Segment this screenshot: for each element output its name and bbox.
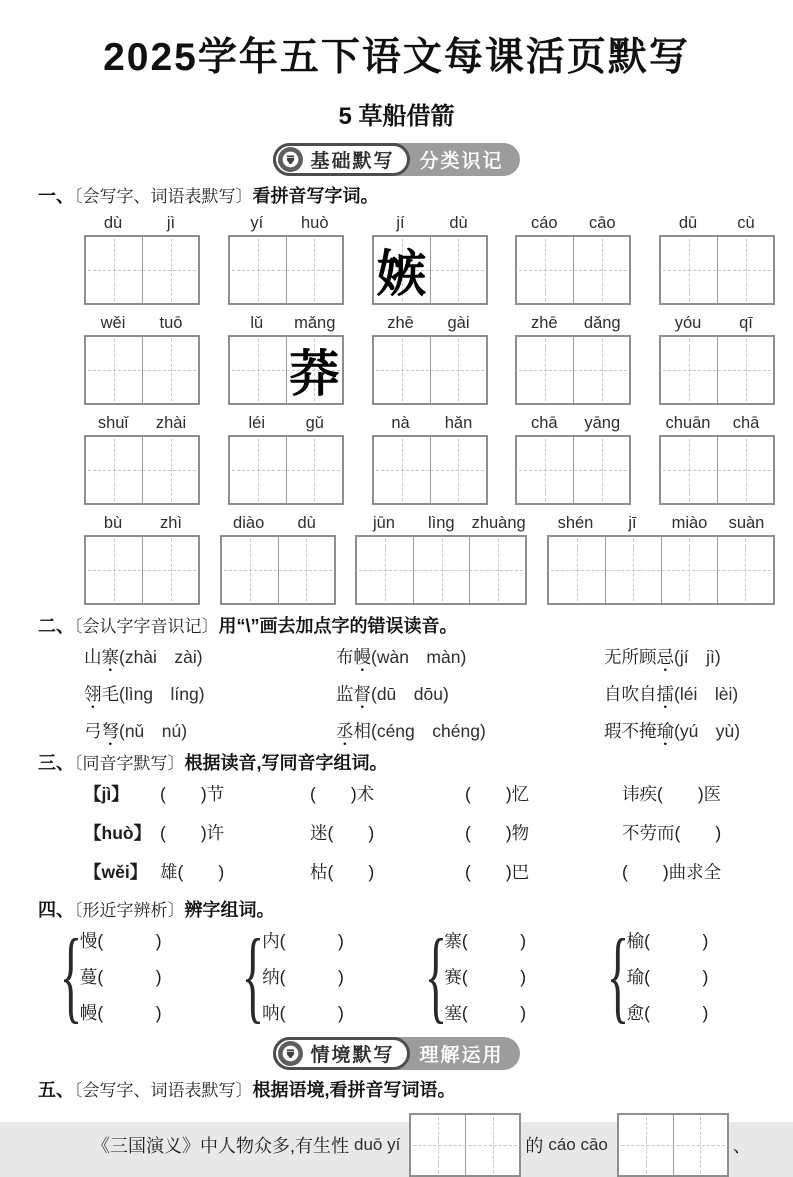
pinyin-label-row	[372, 314, 488, 333]
writing-cell[interactable]	[413, 537, 469, 603]
writing-cell[interactable]	[517, 337, 573, 403]
pinyin-options[interactable]: (zhài zài)	[119, 646, 203, 667]
pinyin-syllable: miào	[671, 513, 708, 532]
badge-left-label: 情境默写	[310, 1044, 395, 1066]
fill-blank-item[interactable]: ( )忆	[465, 783, 530, 804]
writing-cell[interactable]	[374, 437, 430, 503]
phonetic-entry	[84, 681, 336, 706]
fill-blank-item[interactable]: 雄( )	[160, 861, 225, 882]
section-tag: 〔形近字辨析〕	[74, 900, 185, 920]
pinyin-grid-group	[659, 314, 775, 405]
section-number: 五、	[38, 1079, 74, 1100]
fill-blank-item[interactable]: ( )节	[160, 783, 225, 804]
pinyin-syllable: dù	[297, 513, 316, 532]
pinyin-label-row	[659, 414, 775, 433]
pinyin-grid-group	[84, 514, 200, 605]
pinyin-syllable: jí	[396, 213, 405, 232]
writing-grid	[515, 435, 631, 505]
pinyin-options[interactable]: (céng chéng)	[371, 720, 486, 741]
fill-blank-item[interactable]: 不劳而( )	[622, 822, 722, 843]
pinyin-syllable: nà	[391, 413, 410, 432]
section-two-entries	[0, 644, 793, 743]
writing-cell[interactable]	[86, 537, 142, 603]
pinyin-options[interactable]: (dū dōu)	[371, 683, 449, 704]
pinyin-syllable: dǎng	[583, 313, 621, 332]
fill-blank-item[interactable]: 塞( )	[444, 1002, 527, 1023]
pinyin-grid-group	[84, 314, 200, 405]
writing-cell[interactable]	[661, 237, 717, 303]
pinyin-grid-group	[228, 414, 344, 505]
writing-grid	[659, 335, 775, 405]
pinyin-syllable: bù	[103, 513, 123, 532]
fill-blank-item[interactable]: 纳( )	[262, 966, 344, 987]
dotted-char: 忌	[656, 646, 674, 667]
homophone-row	[0, 859, 793, 884]
pinyin-label-row	[84, 414, 200, 433]
pinyin-label-row	[515, 314, 631, 333]
writing-cell[interactable]	[717, 537, 773, 603]
brace-icon	[242, 928, 264, 1024]
phonetic-entry	[336, 718, 604, 743]
pinyin-syllable: cù	[737, 213, 755, 232]
pinyin-grid-row	[0, 514, 793, 605]
entry-text: 监	[336, 683, 354, 704]
pinyin-syllable: cáo	[530, 213, 558, 232]
pinyin-grid-group	[84, 414, 200, 505]
pinyin-label-row	[355, 514, 527, 533]
fill-blank-item[interactable]: 蔓( )	[79, 966, 162, 987]
section-three-heading	[0, 751, 793, 776]
pinyin-syllable: léi	[248, 413, 265, 432]
writing-cell[interactable]	[605, 537, 661, 603]
pinyin-syllable: suàn	[728, 513, 765, 532]
section-instruction: 根据语境,看拼音写词语。	[252, 1079, 456, 1100]
sentence-text: 《三国演义》中人物众多,有生性	[92, 1135, 349, 1156]
pinyin-label-row	[515, 414, 631, 433]
fill-blank-item[interactable]: 枯( )	[310, 861, 375, 882]
fill-blank-item[interactable]: ( )巴	[465, 861, 530, 882]
writing-grid	[547, 535, 775, 605]
homophone-row	[0, 781, 793, 806]
phonetic-entry	[336, 644, 604, 669]
pinyin-syllable: shén	[557, 513, 594, 532]
dotted-char: 瑜	[656, 720, 674, 741]
brace-icon	[60, 928, 82, 1024]
writing-grid	[515, 235, 631, 305]
writing-cell[interactable]	[142, 437, 198, 503]
section-two-heading	[0, 614, 793, 639]
writing-grid	[515, 335, 631, 405]
writing-cell[interactable]	[469, 537, 525, 603]
pinyin-syllable: chā	[732, 413, 760, 432]
pinyin-grid-group	[372, 414, 488, 505]
section-number: 三、	[38, 752, 74, 773]
writing-grid	[228, 335, 344, 405]
pinyin-syllable: jì	[166, 213, 176, 232]
fill-blank-item[interactable]: 赛( )	[444, 966, 527, 987]
writing-cell[interactable]	[230, 437, 286, 503]
pinyin-grid-group	[355, 514, 527, 605]
character-discrimination-groups	[0, 928, 793, 1025]
writing-cell[interactable]	[230, 237, 286, 303]
pinyin-syllable: zhì	[159, 513, 182, 532]
entry-text: 相	[353, 720, 371, 741]
entry-text: 无所顾	[604, 646, 657, 667]
pinyin-syllable: jūn	[372, 513, 395, 532]
writing-cell[interactable]	[517, 237, 573, 303]
pinyin-syllable: cāo	[588, 213, 616, 232]
homophone-key: 【jì】	[84, 783, 129, 804]
dotted-char: 弩	[101, 720, 119, 741]
fill-blank-item[interactable]: ( )术	[310, 783, 375, 804]
pinyin-grid-group	[220, 514, 336, 605]
writing-cell[interactable]	[430, 337, 486, 403]
pinyin-grid-group	[84, 214, 200, 305]
homophone-row	[0, 820, 793, 845]
fill-blank-item[interactable]: 榆( )	[626, 930, 709, 951]
writing-grid	[84, 335, 200, 405]
pinyin-label-row	[659, 314, 775, 333]
writing-cell[interactable]	[673, 1115, 727, 1175]
phonetic-entry	[336, 681, 604, 706]
fill-blank-item[interactable]: ( )曲求全	[622, 861, 722, 882]
badge-right-label: 理解运用	[419, 1044, 504, 1066]
writing-cell[interactable]	[619, 1115, 673, 1175]
pinyin-syllable: lǔ	[250, 313, 264, 332]
writing-grid	[84, 235, 200, 305]
writing-grid	[84, 535, 200, 605]
writing-grid	[228, 435, 344, 505]
pinyin-syllable: yí	[250, 213, 264, 232]
writing-cell[interactable]	[230, 337, 286, 403]
writing-cell[interactable]	[286, 337, 342, 403]
pinyin-grid-row	[0, 414, 793, 505]
pinyin-label-row	[372, 414, 488, 433]
section-number: 二、	[38, 615, 74, 636]
handwritten-char: 嫉	[376, 245, 427, 302]
fill-blank-item[interactable]: ( )物	[465, 822, 530, 843]
section-instruction: 用“\”画去加点字的错误读音。	[218, 615, 458, 636]
badge-left-segment	[273, 1037, 409, 1070]
homophone-key: 【huò】	[84, 822, 152, 843]
brace-group	[611, 928, 793, 1025]
pinyin-options[interactable]: (lìng líng)	[119, 683, 205, 704]
pinyin-syllable: chā	[530, 413, 558, 432]
writing-cell[interactable]	[142, 537, 198, 603]
dotted-char: 丞	[336, 720, 354, 741]
pinyin-grid-group	[515, 314, 631, 405]
pinyin-label-row	[547, 514, 775, 533]
section-tag: 〔会写字、词语表默写〕	[74, 187, 253, 206]
pinyin-syllable: diào	[233, 513, 265, 532]
phonetic-entry	[604, 718, 793, 743]
pinyin-syllable: tuō	[159, 313, 183, 332]
fill-blank-item[interactable]: 讳疾( )医	[622, 783, 722, 804]
entry-text: 瑕不掩	[604, 720, 657, 741]
phonetic-entry	[604, 681, 793, 706]
writing-cell[interactable]	[517, 437, 573, 503]
pinyin-grid-row	[0, 314, 793, 405]
writing-grid	[372, 435, 488, 505]
pinyin-label-row	[84, 214, 200, 233]
entry-text: 毛	[101, 683, 119, 704]
pinyin-syllable: mǎng	[294, 313, 336, 332]
homophone-key: 【wěi】	[84, 861, 148, 882]
writing-cell[interactable]	[86, 337, 142, 403]
pinyin-options[interactable]: (léi lèi)	[674, 683, 739, 704]
badge-left-label: 基础默写	[310, 151, 395, 172]
dotted-char: 翎	[84, 683, 102, 704]
entry-text: 山	[84, 646, 102, 667]
pinyin-grid-group	[659, 414, 775, 505]
writing-cell[interactable]	[86, 237, 142, 303]
section-four-heading	[0, 898, 793, 923]
fill-blank-item[interactable]: 慢( )	[79, 930, 162, 951]
pinyin-syllable: yāng	[584, 413, 621, 432]
entry-text: 布	[336, 646, 354, 667]
writing-cell[interactable]	[661, 537, 717, 603]
writing-grid	[355, 535, 527, 605]
sentence-text: 、	[732, 1135, 751, 1156]
pinyin-label-row	[228, 314, 344, 333]
pinyin-grid-group	[228, 214, 344, 305]
phonetic-entry	[84, 644, 336, 669]
section-instruction: 根据读音,写同音字组词。	[184, 752, 388, 773]
section-number: 四、	[38, 899, 74, 920]
dotted-char: 幔	[353, 646, 371, 667]
pinyin-grid-group	[372, 214, 488, 305]
writing-cell[interactable]	[717, 437, 773, 503]
writing-cell[interactable]	[717, 337, 773, 403]
fill-blank-item[interactable]: ( )许	[160, 822, 225, 843]
writing-cell[interactable]	[661, 437, 717, 503]
writing-cell[interactable]	[465, 1115, 519, 1175]
brace-group	[429, 928, 611, 1025]
pinyin-label-row	[84, 514, 200, 533]
phonetic-entry	[604, 644, 793, 669]
writing-cell[interactable]	[549, 537, 605, 603]
entry-text: 自吹自	[604, 683, 657, 704]
dotted-char: 擂	[656, 683, 674, 704]
pinyin-syllable: zhuàng	[471, 513, 526, 532]
badge-row-basic	[0, 143, 793, 176]
context-sentence	[0, 1113, 793, 1177]
pinyin-syllable: yóu	[674, 313, 702, 332]
phonetic-entry	[84, 718, 336, 743]
fill-blank-item[interactable]: 呐( )	[262, 1002, 344, 1023]
writing-cell[interactable]	[278, 537, 334, 603]
pinyin-syllable: gǔ	[305, 413, 324, 432]
dotted-char: 督	[353, 683, 371, 704]
writing-cell[interactable]	[661, 337, 717, 403]
inline-writing-grid	[409, 1113, 521, 1177]
pinyin-syllable: shuǐ	[97, 413, 129, 432]
pinyin-syllable: lìng	[428, 513, 455, 532]
writing-cell[interactable]	[573, 237, 629, 303]
pinyin-syllable: gài	[447, 313, 470, 332]
section-instruction: 辨字组词。	[184, 899, 275, 920]
fill-blank-item[interactable]: 瑜( )	[626, 966, 709, 987]
section-one-heading	[0, 184, 793, 209]
pinyin-syllable: dū	[678, 213, 698, 232]
section-badge-context	[273, 1037, 519, 1070]
fill-blank-item[interactable]: 迷( )	[310, 822, 375, 843]
writing-grid	[372, 235, 488, 305]
pinyin-grid-group	[659, 214, 775, 305]
pinyin-syllable: zhē	[530, 313, 558, 332]
pinyin-syllable: dù	[449, 213, 468, 232]
handwritten-char: 莽	[289, 345, 340, 402]
badge-right-label: 分类识记	[419, 151, 504, 172]
badge-row-context	[0, 1037, 793, 1070]
pinyin-syllable: dù	[103, 213, 123, 232]
sentence-text: 的	[525, 1135, 544, 1156]
writing-grid	[372, 335, 488, 405]
pinyin-grid-group	[515, 214, 631, 305]
page-title: 2025学年五下语文每课活页默写	[103, 36, 690, 79]
writing-cell[interactable]	[430, 237, 486, 303]
writing-cell[interactable]	[430, 437, 486, 503]
section-tag: 〔会写字、词语表默写〕	[74, 1080, 253, 1100]
section-five-heading	[0, 1078, 793, 1103]
pinyin-label-row	[659, 214, 775, 233]
brace-icon	[606, 928, 628, 1024]
pinyin-label-row	[228, 414, 344, 433]
writing-cell[interactable]	[573, 337, 629, 403]
writing-cell[interactable]	[142, 237, 198, 303]
pinyin-options[interactable]: (wàn màn)	[371, 646, 467, 667]
brace-group	[246, 928, 428, 1025]
pinyin-grid-group	[547, 514, 775, 605]
inline-writing-grid	[617, 1113, 729, 1177]
writing-cell[interactable]	[357, 537, 413, 603]
fill-blank-item[interactable]: 愈( )	[626, 1002, 709, 1023]
writing-cell[interactable]	[286, 437, 342, 503]
pinyin-grid-group	[372, 314, 488, 405]
pinyin-syllable: wěi	[100, 313, 126, 332]
section-tag: 〔同音字默写〕	[74, 753, 185, 773]
brace-icon	[424, 928, 446, 1024]
medal-icon	[278, 147, 303, 172]
pinyin-options[interactable]: (yú yù)	[674, 720, 741, 741]
pinyin-options[interactable]: (jí jì)	[674, 646, 721, 667]
pinyin-syllable: zhài	[155, 413, 187, 432]
inline-pinyin: duō yí	[354, 1134, 401, 1154]
badge-left-segment	[273, 143, 409, 176]
entry-text: 弓	[84, 720, 102, 741]
writing-grid	[84, 435, 200, 505]
pinyin-grid-group	[515, 414, 631, 505]
brace-group	[64, 928, 246, 1025]
pinyin-label-row	[515, 214, 631, 233]
writing-cell[interactable]	[286, 237, 342, 303]
writing-cell[interactable]	[573, 437, 629, 503]
writing-cell[interactable]	[411, 1115, 465, 1175]
section-instruction: 看拼音写字词。	[252, 186, 379, 206]
writing-grid	[220, 535, 336, 605]
pinyin-label-row	[84, 314, 200, 333]
writing-cell[interactable]	[142, 337, 198, 403]
pinyin-grid-group	[228, 314, 344, 405]
writing-cell[interactable]	[717, 237, 773, 303]
pinyin-label-row	[220, 514, 336, 533]
pinyin-options[interactable]: (nǔ nú)	[119, 720, 188, 741]
pinyin-syllable: chuān	[665, 413, 711, 432]
dotted-char: 寨	[101, 646, 119, 667]
writing-grid	[659, 435, 775, 505]
pinyin-syllable: qī	[739, 313, 753, 332]
inline-pinyin: cáo cāo	[548, 1134, 608, 1154]
section-tag: 〔会认字字音识记〕	[74, 616, 219, 636]
writing-cell[interactable]	[374, 337, 430, 403]
section-badge-basic	[273, 143, 519, 176]
pinyin-syllable: hǎn	[444, 413, 473, 432]
pinyin-syllable: zhē	[387, 313, 414, 332]
lesson-title: 5 草船借箭	[338, 103, 455, 130]
medal-icon	[278, 1041, 303, 1066]
pinyin-grid-row	[0, 214, 793, 305]
pinyin-label-row	[228, 214, 344, 233]
writing-cell[interactable]	[374, 237, 430, 303]
fill-blank-item[interactable]: 幔( )	[79, 1002, 162, 1023]
pinyin-syllable: huò	[300, 213, 329, 232]
fill-blank-item[interactable]: 内( )	[262, 930, 344, 951]
writing-cell[interactable]	[86, 437, 142, 503]
writing-grid	[228, 235, 344, 305]
pinyin-syllable: jī	[628, 513, 637, 532]
writing-cell[interactable]	[222, 537, 278, 603]
section-number: 一、	[38, 186, 74, 206]
fill-blank-item[interactable]: 寨( )	[444, 930, 527, 951]
pinyin-label-row	[372, 214, 488, 233]
writing-grid	[659, 235, 775, 305]
